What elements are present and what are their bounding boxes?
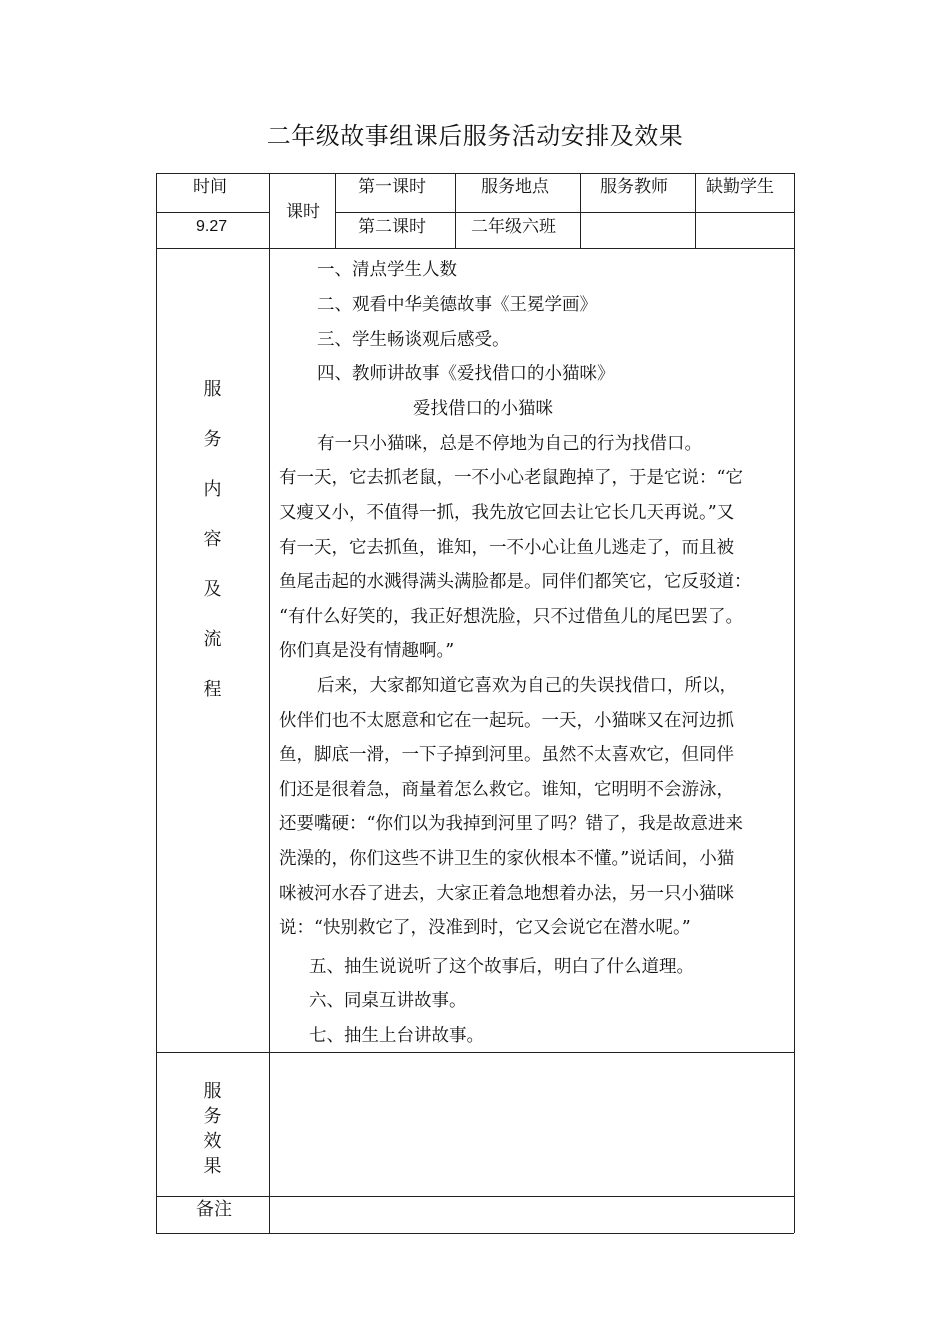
content-line: 又瘦又小，不值得一抓，我先放它回去让它长几天再说。”又 [279,503,735,523]
table-rule-content [156,1052,794,1053]
table-rule-header [156,212,269,213]
content-line: 五、抽生说说听了这个故事后，明白了什么道理。 [309,957,694,977]
content-label-char: 务 [203,429,222,450]
content-line: 二、观看中华美德故事《王冕学画》 [317,295,597,315]
table-rule-col3 [455,173,456,248]
second-period-value: 第二课时 [358,217,426,237]
location-value: 二年级六班 [471,217,556,237]
table-rule-header [335,212,794,213]
header-period-label: 课时 [286,202,320,222]
table-rule-col1 [269,173,270,1233]
table-rule-effect [156,1196,794,1197]
content-line: 洗澡的，你们这些不讲卫生的家伙根本不懂。”说话间，小猫 [279,849,735,869]
table-border-left [156,173,157,1233]
content-label-char: 内 [203,479,222,500]
content-line: 鱼尾击起的水溅得满头满脸都是。同伴们都笑它，它反驳道： [279,572,752,592]
effect-label-char: 务 [203,1106,222,1127]
effect-label-char: 果 [203,1156,222,1177]
remark-label: 备注 [196,1199,232,1220]
content-line: 有一天，它去抓鱼，谁知，一不小心让鱼儿逃走了，而且被 [279,538,734,558]
table-border-right [794,173,795,1233]
content-line: 后来，大家都知道它喜欢为自己的失误找借口，所以， [317,676,737,696]
header-first-period: 第一课时 [358,177,426,197]
content-line: 七、抽生上台讲故事。 [309,1026,484,1046]
content-label-char: 流 [203,629,222,650]
table-rule-col2 [335,173,336,248]
date-value: 9.27 [196,218,228,235]
effect-label-char: 效 [203,1131,222,1152]
content-label-char: 及 [203,579,222,600]
content-line: 还要嘴硬：“你们以为我掉到河里了吗？错了，我是故意进来 [279,814,743,834]
header-teacher-label: 服务教师 [600,177,668,197]
content-line: 咪被河水吞了进去，大家正着急地想着办法，另一只小猫咪 [279,884,734,904]
content-line: 鱼，脚底一滑，一下子掉到河里。虽然不太喜欢它，但同伴 [279,745,734,765]
content-line: 说：“快别救它了，没准到时，它又会说它在潜水呢。” [279,918,691,938]
content-line: 伙伴们也不太愿意和它在一起玩。一天，小猫咪又在河边抓 [279,711,734,731]
content-line: 三、学生畅谈观后感受。 [317,330,510,350]
table-border-bottom [156,1233,794,1234]
header-time-label: 时间 [193,177,227,197]
content-line: 一、清点学生人数 [317,260,457,280]
table-rule-date [156,248,794,249]
header-location-label: 服务地点 [481,177,549,197]
content-label-char: 程 [203,679,222,700]
content-line: 有一只小猫咪，总是不停地为自己的行为找借口。 [317,434,702,454]
content-line: 四、教师讲故事《爱找借口的小猫咪》 [317,364,615,384]
header-absent-label: 缺勤学生 [706,177,774,197]
document-title: 二年级故事组课后服务活动安排及效果 [266,122,684,150]
content-label-char: 服 [203,379,222,400]
content-line: 你们真是没有情趣啊。” [279,641,455,661]
table-border-top [156,173,794,174]
story-title: 爱找借口的小猫咪 [413,399,553,419]
content-line: 六、同桌互讲故事。 [309,991,467,1011]
table-rule-col5 [695,173,696,248]
content-label-char: 容 [203,529,222,550]
content-line: 有一天，它去抓老鼠，一不小心老鼠跑掉了，于是它说：“它 [279,468,743,488]
effect-label-char: 服 [203,1081,222,1102]
table-rule-col4 [580,173,581,248]
content-line: 们还是很着急，商量着怎么救它。谁知，它明明不会游泳， [279,780,734,800]
content-line: “有什么好笑的，我正好想洗脸，只不过借鱼儿的尾巴罢了。 [279,607,743,627]
